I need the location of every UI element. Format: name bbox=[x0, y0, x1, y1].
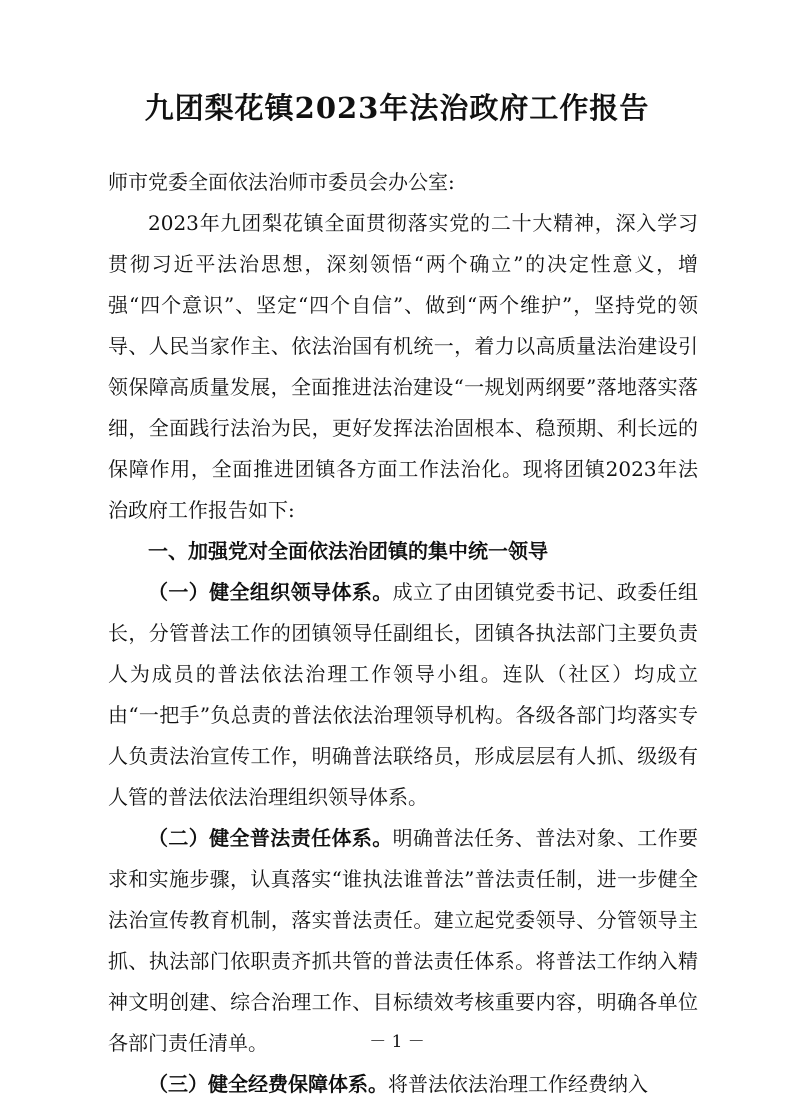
document-title: 九团梨花镇2023年法治政府工作报告 bbox=[144, 91, 650, 125]
paragraph-1-text: 成立了由团镇党委书记、政委任组长，分管普法工作的团镇领导任副组长，团镇各执法部门主要负责人为成员的普法依法治理工作领导小组。连队（社区）均成立由“一把手”负总责的普法依法治理领导机构。各级各部门均落实专人负责法治宣传工作，明确普法联络员，形成层层有人抓、级级有人管的普法依法治理组织领导体系。 bbox=[108, 580, 699, 809]
paragraph-2 bbox=[108, 818, 698, 1064]
section-heading-1: 一、加强党对全面依法治团镇的集中统一领导 bbox=[148, 539, 548, 563]
document-body bbox=[108, 162, 698, 1105]
paragraph-2-text: 明确普法任务、普法对象、工作要求和实施步骤，认真落实“谁执法谁普法”普法责任制，进一步健全法治宣传教育机制，落实普法责任。建立起党委领导、分管领导主抓、执法部门依职责齐抓共管的普法责任体系。将普法工作纳入精神文明创建、综合治理工作、目标绩效考核重要内容，明确各单位各部门责任清单。 bbox=[108, 826, 699, 1055]
paragraph-2-heading: （二）健全普法责任体系。 bbox=[148, 826, 393, 850]
paragraph-3-heading: （三）健全经费保障体系。 bbox=[148, 1072, 388, 1096]
salutation: 师市党委全面依法治师市委员会办公室: bbox=[108, 170, 455, 194]
paragraph-3-text: 将普法依法治理工作经费纳入 bbox=[388, 1072, 648, 1096]
paragraph-3 bbox=[108, 1064, 698, 1105]
page-number: － 1 － bbox=[369, 1032, 425, 1052]
intro-paragraph: 2023年九团梨花镇全面贯彻落实党的二十大精神，深入学习贯彻习近平法治思想，深刻领悟“两个确立”的决定性意义，增强“四个意识”、坚定“四个自信”、做到“两个维护”，坚持党的领导、人民当家作主、依法治国有机统一，着力以高质量法治建设引领保障高质量发展，全面推进法治建设“一规划两纲要”落地落实落细，全面践行法治为民，更好发挥法治固根本、稳预期、利长远的保障作用，全面推进团镇各方面工作法治化。现将团镇2023年法治政府工作报告如下: bbox=[108, 211, 698, 522]
paragraph-1-heading: （一）健全组织领导体系。 bbox=[148, 580, 393, 604]
paragraph-1 bbox=[108, 572, 698, 818]
